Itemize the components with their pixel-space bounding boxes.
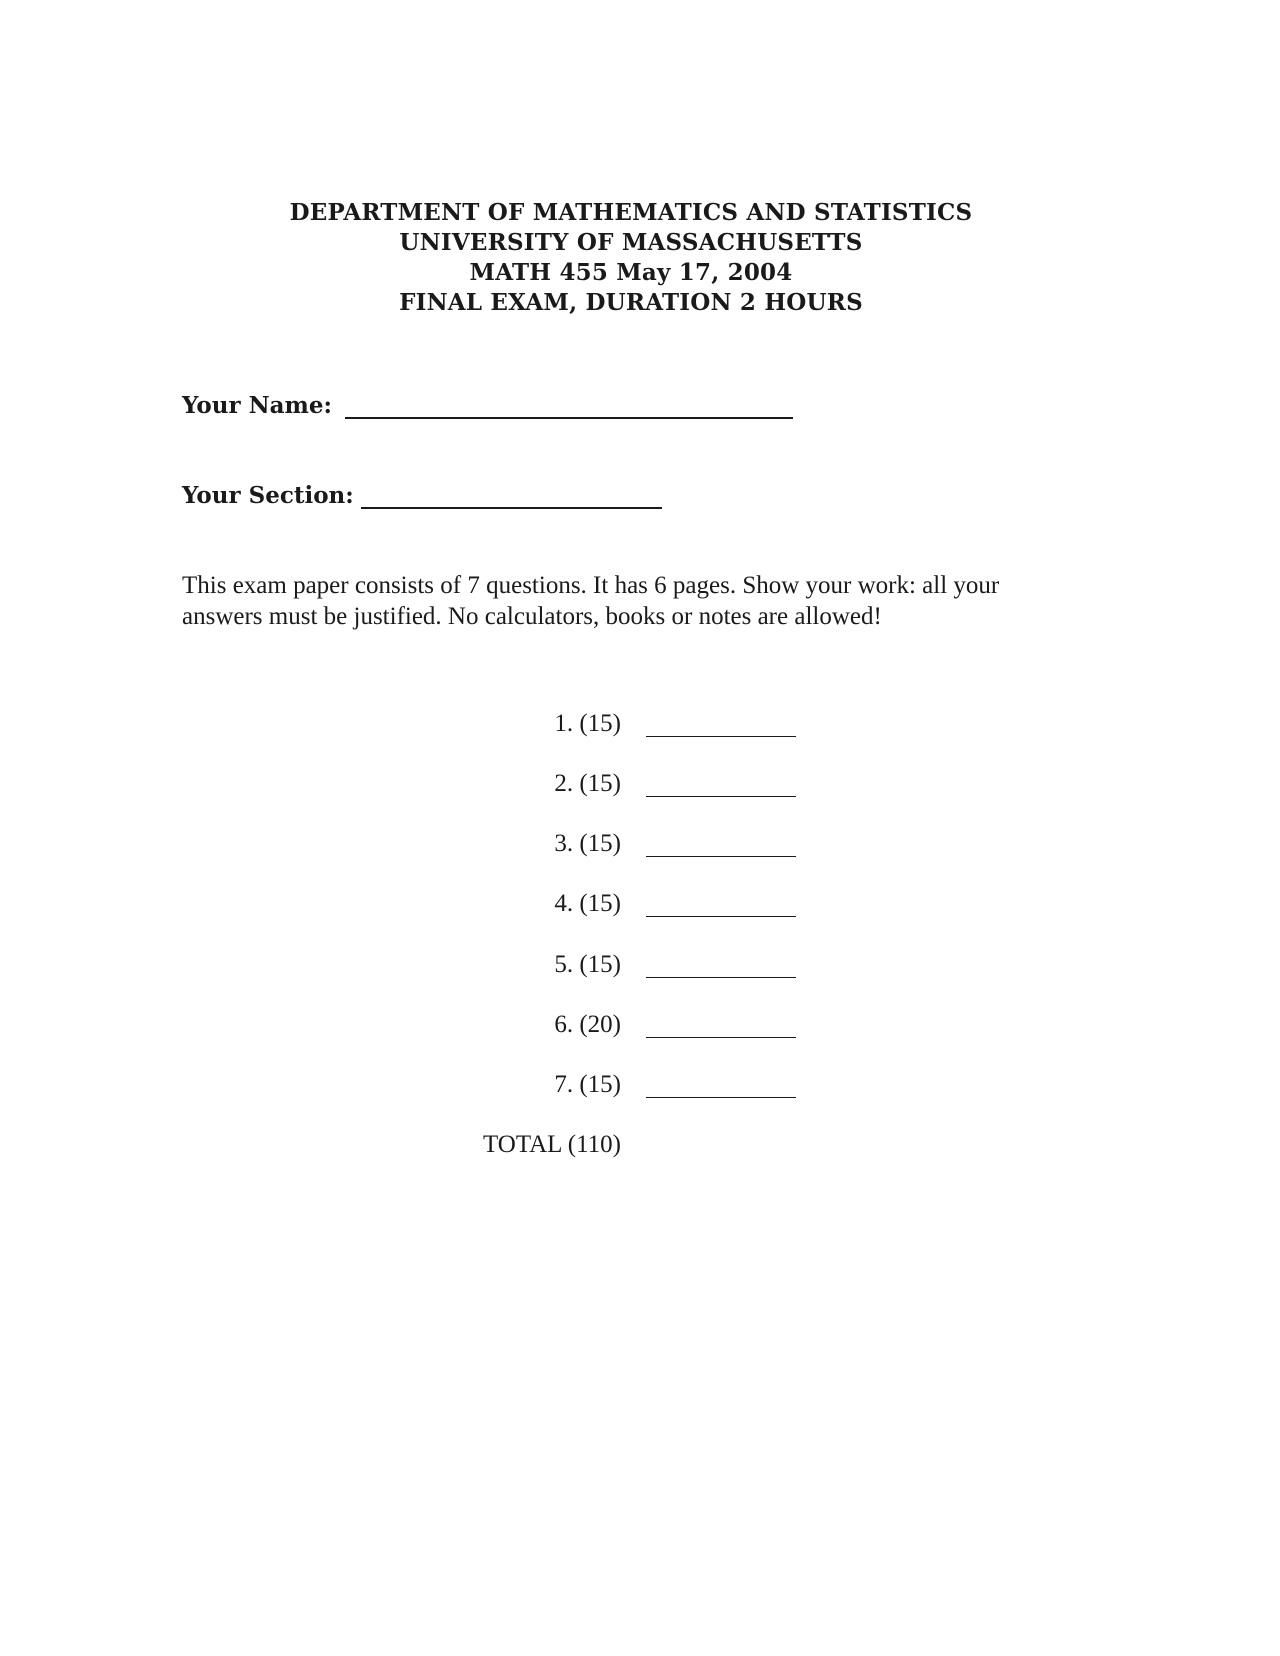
name-label: Your Name: [182,392,332,419]
name-blank-line[interactable] [345,417,793,419]
score-label: 7. (15) [554,1071,621,1098]
score-label: 5. (15) [554,951,621,978]
section-label: Your Section: [182,482,354,509]
score-label: 1. (15) [554,710,621,737]
total-label: TOTAL (110) [482,1131,621,1158]
university-title: UNIVERSITY OF MASSACHUSETTS [399,229,863,256]
score-blank-line[interactable] [646,736,796,737]
section-field [182,482,354,509]
section-blank-line[interactable] [361,507,662,509]
score-blank-line[interactable] [646,1037,796,1038]
department-title: DEPARTMENT OF MATHEMATICS AND STATISTICS [289,199,973,226]
exam-header [0,198,1262,318]
score-label: 6. (20) [554,1011,621,1038]
score-label: 2. (15) [554,770,621,797]
course-date: MATH 455 May 17, 2004 [469,259,793,286]
exam-instructions: This exam paper consists of 7 questions. It has 6 pages. Show your work: all your answers must be justified. No calculators, books or notes are allowed! [182,572,1000,630]
score-blank-line[interactable] [646,916,796,917]
score-blank-line[interactable] [646,1097,796,1098]
score-blank-line[interactable] [646,977,796,978]
score-label: 4. (15) [554,890,621,917]
exam-title: FINAL EXAM, DURATION 2 HOURS [399,289,863,316]
score-blank-line[interactable] [646,856,796,857]
name-field [182,392,332,419]
score-blank-line[interactable] [646,796,796,797]
score-label: 3. (15) [554,830,621,857]
